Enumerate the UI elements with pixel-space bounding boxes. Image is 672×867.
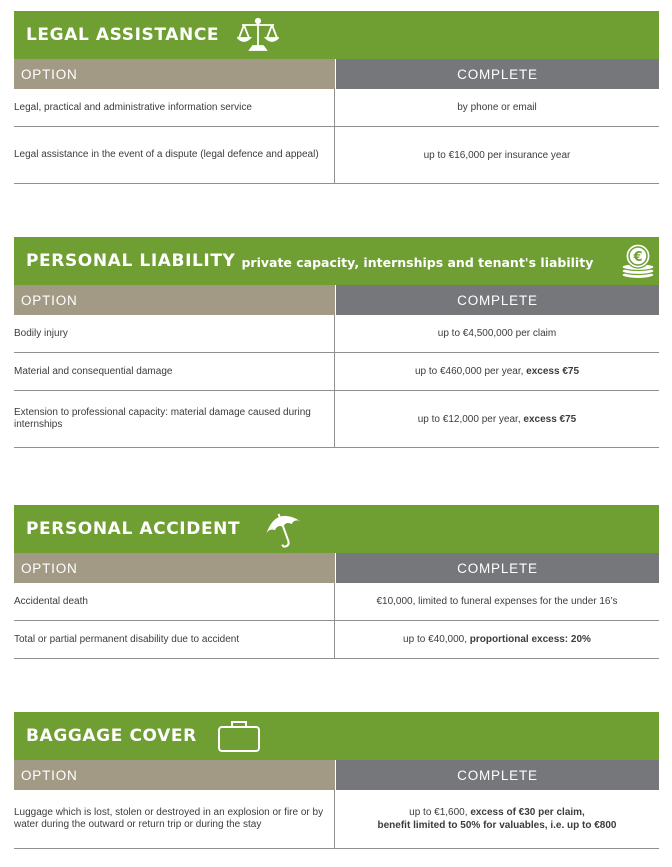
personal-accident-banner	[14, 505, 659, 553]
table-header	[14, 553, 659, 583]
section-title: BAGGAGE COVER	[26, 726, 197, 746]
section-title: LEGAL ASSISTANCE	[26, 25, 220, 45]
value-cell: €10,000, limited to funeral expenses for the under 16’s	[376, 596, 618, 607]
baggage-cover-banner	[14, 712, 659, 760]
option-cell: Legal assistance in the event of a dispute (legal defence and appeal)	[14, 127, 335, 183]
value-cell	[335, 621, 659, 658]
value-emphasis: excess €75	[523, 413, 577, 425]
umbrella-icon	[264, 509, 304, 549]
table-header	[14, 285, 659, 315]
value-text: up to €460,000 per year,	[414, 366, 524, 377]
table-row	[14, 127, 659, 184]
section-title: PERSONAL ACCIDENT	[26, 519, 241, 539]
option-column-header: OPTION	[14, 285, 335, 315]
suitcase-icon	[217, 719, 261, 753]
table-header	[14, 59, 659, 89]
option-column-header: OPTION	[14, 760, 335, 790]
value-text: up to €1,600,	[409, 807, 468, 818]
value-line-1	[409, 806, 585, 819]
table-row	[14, 89, 659, 127]
value-cell	[335, 391, 659, 447]
svg-text:€: €	[633, 250, 643, 265]
table-row	[14, 790, 659, 849]
personal-liability-banner	[14, 237, 659, 285]
table-row	[14, 583, 659, 621]
complete-column-header: COMPLETE	[335, 285, 659, 315]
option-cell: Accidental death	[14, 583, 335, 620]
value-cell: by phone or email	[457, 102, 537, 113]
personal-liability-section	[14, 237, 659, 448]
personal-accident-section	[14, 505, 659, 659]
option-cell: Material and consequential damage	[14, 353, 335, 390]
value-cell: up to €16,000 per insurance year	[423, 149, 571, 161]
option-column-header: OPTION	[14, 553, 335, 583]
table-row	[14, 621, 659, 659]
legal-assistance-banner	[14, 11, 659, 59]
option-cell: Legal, practical and administrative information service	[14, 89, 335, 126]
complete-column-header: COMPLETE	[335, 553, 659, 583]
legal-assistance-section	[14, 11, 659, 184]
option-cell: Extension to professional capacity: material damage caused during internships	[14, 391, 335, 447]
option-cell: Bodily injury	[14, 315, 335, 352]
section-title: PERSONAL LIABILITY	[26, 251, 236, 271]
value-emphasis: benefit limited to 50% for valuables, i.e. up to €800	[377, 820, 617, 831]
value-cell: up to €4,500,000 per claim	[437, 328, 557, 339]
table-row	[14, 315, 659, 353]
baggage-cover-section	[14, 712, 659, 849]
value-text: up to €40,000,	[403, 634, 467, 645]
section-subtitle: private capacity, internships and tenant's liability	[241, 255, 594, 270]
option-cell: Total or partial permanent disability due to accident	[14, 621, 335, 658]
value-line-2	[378, 819, 617, 832]
option-cell: Luggage which is lost, stolen or destroyed in an explosion or fire or by water during the outward or return trip or during the stay	[14, 790, 335, 848]
table-row	[14, 353, 659, 391]
value-emphasis: excess €75	[526, 366, 580, 377]
table-header	[14, 760, 659, 790]
complete-column-header: COMPLETE	[335, 760, 659, 790]
value-emphasis: proportional excess: 20%	[469, 634, 591, 645]
value-cell	[335, 790, 659, 848]
value-text: up to €12,000 per year,	[417, 413, 521, 425]
scales-icon	[237, 16, 279, 54]
euro-coins-icon	[619, 242, 657, 280]
value-emphasis: excess of €30 per claim,	[470, 807, 585, 818]
option-column-header: OPTION	[14, 59, 335, 89]
table-row	[14, 391, 659, 448]
value-cell	[335, 353, 659, 390]
complete-column-header: COMPLETE	[335, 59, 659, 89]
